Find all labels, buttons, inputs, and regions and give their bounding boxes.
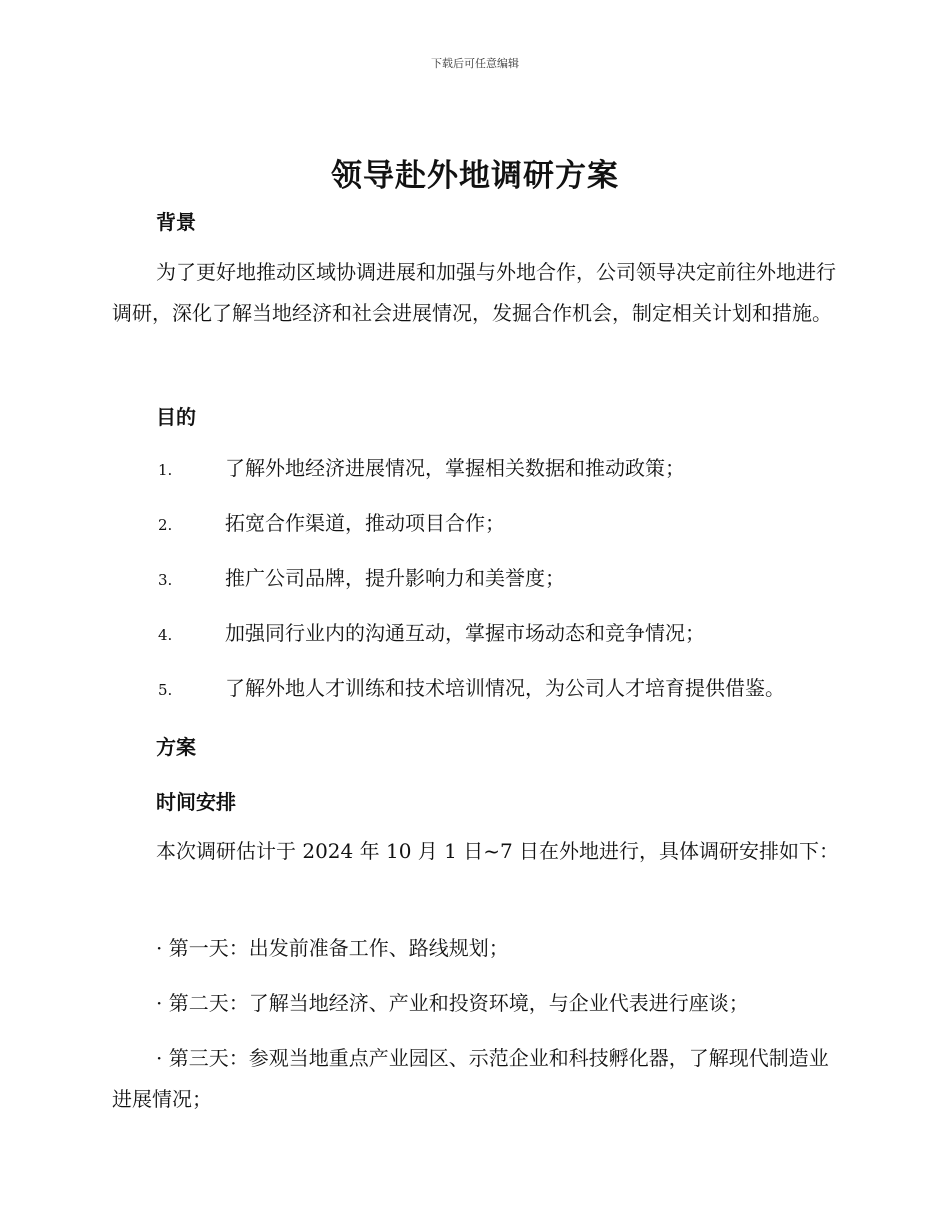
purpose-item-3 bbox=[158, 566, 565, 592]
purpose-item-2 bbox=[158, 511, 505, 537]
list-text: 了解外地经济进展情况，掌握相关数据和推动政策； bbox=[225, 456, 685, 480]
schedule-intro-paragraph: 本次调研估计于 2024 年 10 月 1 日~7 日在外地进行，具体调研安排如下： bbox=[156, 839, 840, 863]
list-text: 加强同行业内的沟通互动，掌握市场动态和竞争情况； bbox=[225, 621, 705, 645]
heading-schedule: 时间安排 bbox=[156, 790, 236, 814]
list-text: 拓宽合作渠道，推动项目合作； bbox=[225, 511, 505, 535]
list-number: 5. bbox=[158, 681, 173, 699]
document-title: 领导赴外地调研方案 bbox=[331, 158, 619, 194]
background-paragraph: 为了更好地推动区域协调进展和加强与外地合作，公司领导决定前往外地进行调研，深化了解当地经济和社会进展情况，发掘合作机会，制定相关计划和措施。 bbox=[112, 260, 836, 325]
heading-plan: 方案 bbox=[156, 735, 196, 759]
purpose-item-5 bbox=[158, 676, 785, 702]
heading-background: 背景 bbox=[156, 210, 196, 234]
list-text: 了解外地人才训练和技术培训情况，为公司人才培育提供借鉴。 bbox=[225, 676, 785, 700]
list-number: 4. bbox=[158, 626, 173, 644]
schedule-day-3: · 第三天：参观当地重点产业园区、示范企业和科技孵化器，了解现代制造业进展情况； bbox=[112, 1046, 829, 1111]
header-note: 下载后可任意编辑 bbox=[431, 57, 519, 70]
schedule-day-1: · 第一天：出发前准备工作、路线规划； bbox=[156, 936, 509, 960]
heading-purpose: 目的 bbox=[156, 405, 196, 429]
list-number: 1. bbox=[158, 461, 173, 479]
purpose-item-4 bbox=[158, 621, 705, 647]
list-number: 2. bbox=[158, 516, 173, 534]
purpose-item-1 bbox=[158, 456, 685, 482]
list-text: 推广公司品牌，提升影响力和美誉度； bbox=[225, 566, 565, 590]
schedule-day-2: · 第二天：了解当地经济、产业和投资环境，与企业代表进行座谈； bbox=[156, 991, 749, 1015]
list-number: 3. bbox=[158, 571, 173, 589]
